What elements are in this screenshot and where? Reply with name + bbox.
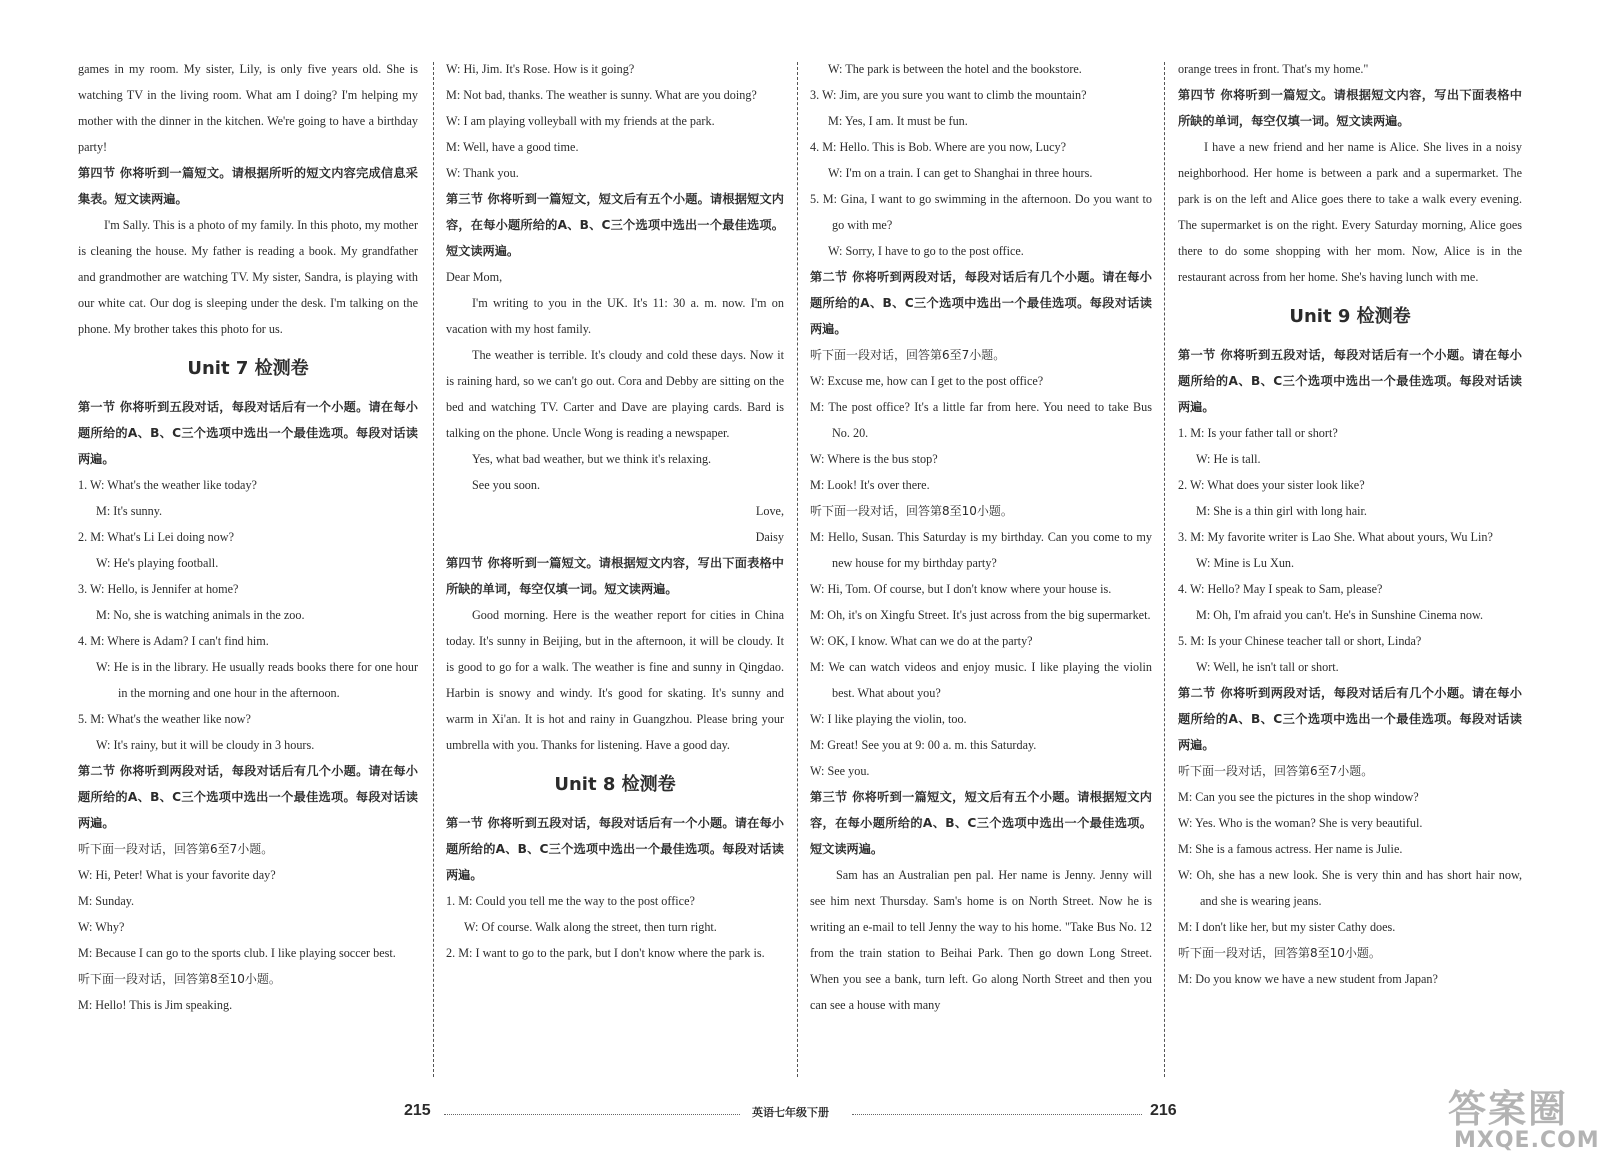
dialogue-line: 1. M: Is your father tall or short? [1178, 426, 1338, 440]
watermark-logo [1440, 1078, 1600, 1154]
dialogue-line: W: Hi, Jim. It's Rose. How is it going? [446, 62, 635, 76]
passage-paragraph: See you soon. [472, 478, 541, 492]
passage-paragraph: I'm writing to you in the UK. It's 11: 30 a. m. now. I'm on vacation with my host family. [446, 296, 784, 336]
section-instruction: 第一节 你将听到五段对话，每段对话后有一个小题。请在每小题所给的A、B、C三个选项中选出一个最佳选项。每段对话读两遍。 [1178, 348, 1522, 414]
dialogue-line: W: I am playing volleyball with my friends at the park. [446, 114, 715, 128]
dialogue-line: M: Oh, it's on Xingfu Street. It's just across from the big supermarket. [810, 608, 1151, 622]
dialogue-line: W: Excuse me, how can I get to the post office? [810, 374, 1044, 388]
dialogue-line: M: Great! See you at 9: 00 a. m. this Saturday. [810, 738, 1037, 752]
dialogue-line: M: Well, have a good time. [446, 140, 579, 154]
dialogue-reply: M: She is a thin girl with long hair. [1196, 504, 1367, 518]
footer-divider [852, 1114, 1142, 1115]
passage-paragraph: Good morning. Here is the weather report for cities in China today. It's sunny in Beijing, but in the afternoon, it will be cloudy. It is good to go for a walk. The weather is fine and sunny in Qingdao. Harbin is snowy and windy. It's good for skating. It's sunny and warm in Xi'an. It is hot and rainy in Guangzhou. Please bring your umbrella with you. Thanks for listening. Have a good day. [446, 608, 784, 752]
dialogue-line: W: Thank you. [446, 166, 519, 180]
dialogue-reply: M: It's sunny. [96, 504, 163, 518]
column-4 [1178, 56, 1522, 1076]
dialogue-line: 3. W: Hello, is Jennifer at home? [78, 582, 239, 596]
dialogue-reply: W: He's playing football. [96, 556, 219, 570]
column-divider [433, 62, 434, 1077]
dialogue-line: W: Why? [78, 920, 125, 934]
dialogue-reply: M: No, she is watching animals in the zoo. [96, 608, 305, 622]
section-instruction: 第四节 你将听到一篇短文。请根据短文内容，写出下面表格中所缺的单词，每空仅填一词。短文读两遍。 [446, 556, 784, 596]
dialogue-reply: W: Well, he isn't tall or short. [1196, 660, 1339, 674]
column-divider [1164, 62, 1165, 1077]
listening-instruction: 听下面一段对话，回答第8至10小题。 [1178, 946, 1381, 960]
dialogue-line: 1. M: Could you tell me the way to the post office? [446, 894, 695, 908]
passage-paragraph: I'm Sally. This is a photo of my family. In this photo, my mother is cleaning the house. My father is reading a book. My grandfather and grandmother are watching TV. My sister, Sandra, is playing with our white cat. Our dog is sleeping under the desk. I'm talking on the phone. My brother takes this photo for us. [78, 218, 418, 336]
paragraph: games in my room. My sister, Lily, is only five years old. She is watching TV in the living room. What am I doing? I'm helping my mother with the dinner in the kitchen. We're going to have a birthday party! [78, 62, 418, 154]
section-instruction: 第二节 你将听到两段对话，每段对话后有几个小题。请在每小题所给的A、B、C三个选项中选出一个最佳选项。每段对话读两遍。 [1178, 686, 1522, 752]
dialogue-reply: W: Sorry, I have to go to the post office. [828, 244, 1024, 258]
dialogue-line: 4. W: Hello? May I speak to Sam, please? [1178, 582, 1383, 596]
dialogue-line: W: Yes. Who is the woman? She is very beautiful. [1178, 816, 1423, 830]
dialogue-line: W: OK, I know. What can we do at the party? [810, 634, 1033, 648]
footer-divider [444, 1114, 740, 1115]
dialogue-reply: M: Oh, I'm afraid you can't. He's in Sunshine Cinema now. [1196, 608, 1484, 622]
dialogue-line: M: Because I can go to the sports club. I like playing soccer best. [78, 946, 396, 960]
section-instruction: 第三节 你将听到一篇短文，短文后有五个小题。请根据短文内容，在每小题所给的A、B、C三个选项中选出一个最佳选项。短文读两遍。 [810, 790, 1152, 856]
listening-instruction: 听下面一段对话，回答第8至10小题。 [810, 504, 1013, 518]
watermark-url: MXQE.COM [1454, 1128, 1600, 1153]
dialogue-line: 3. W: Jim, are you sure you want to climb the mountain? [810, 88, 1087, 102]
passage-paragraph: I have a new friend and her name is Alice. She lives in a noisy neighborhood. Her home is between a park and a supermarket. The park is on the left and Alice goes there to take a walk every evening. The supermarket is on the right. Every Saturday morning, Alice goes there to do some shopping with her mom. Now, Alice is in the restaurant across from her home. She's having lunch with me. [1178, 140, 1522, 284]
dialogue-line: M: Can you see the pictures in the shop window? [1178, 790, 1419, 804]
section-instruction: 第四节 你将听到一篇短文。请根据短文内容，写出下面表格中所缺的单词，每空仅填一词。短文读两遍。 [1178, 88, 1522, 128]
dialogue-line: W: Oh, she has a new look. She is very thin and has short hair now, and she is wearing jeans. [1178, 868, 1522, 908]
dialogue-line: W: Hi, Peter! What is your favorite day? [78, 868, 276, 882]
dialogue-line: 5. M: What's the weather like now? [78, 712, 251, 726]
footer-title: 英语七年级下册 [752, 1106, 829, 1119]
dialogue-reply: M: Yes, I am. It must be fun. [828, 114, 968, 128]
dialogue-line: M: Hello! This is Jim speaking. [78, 998, 233, 1012]
dialogue-reply: W: I'm on a train. I can get to Shanghai in three hours. [828, 166, 1093, 180]
column-3 [810, 56, 1152, 1076]
dialogue-line: M: Sunday. [78, 894, 135, 908]
dialogue-reply: W: The park is between the hotel and the bookstore. [828, 62, 1082, 76]
dialogue-reply: W: Mine is Lu Xun. [1196, 556, 1295, 570]
paragraph: orange trees in front. That's my home." [1178, 62, 1369, 76]
dialogue-line: 1. W: What's the weather like today? [78, 478, 257, 492]
dialogue-line: M: The post office? It's a little far from here. You need to take Bus No. 20. [810, 400, 1152, 440]
dialogue-line: M: She is a famous actress. Her name is Julie. [1178, 842, 1403, 856]
unit-title: Unit 8 检测卷 [554, 774, 676, 795]
dialogue-line: 5. M: Gina, I want to go swimming in the afternoon. Do you want to go with me? [810, 192, 1152, 232]
unit-title: Unit 9 检测卷 [1289, 306, 1411, 327]
dialogue-line: 5. M: Is your Chinese teacher tall or short, Linda? [1178, 634, 1422, 648]
page-number-right: 216 [1150, 1102, 1177, 1119]
section-instruction: 第四节 你将听到一篇短文。请根据所听的短文内容完成信息采集表。短文读两遍。 [78, 166, 418, 206]
letter-closing: Love, [755, 504, 784, 518]
dialogue-line: 3. M: My favorite writer is Lao She. What about yours, Wu Lin? [1178, 530, 1493, 544]
dialogue-reply: W: He is in the library. He usually reads books there for one hour in the morning and one hour in the afternoon. [96, 660, 418, 700]
section-instruction: 第二节 你将听到两段对话，每段对话后有几个小题。请在每小题所给的A、B、C三个选项中选出一个最佳选项。每段对话读两遍。 [78, 764, 418, 830]
section-instruction: 第一节 你将听到五段对话，每段对话后有一个小题。请在每小题所给的A、B、C三个选项中选出一个最佳选项。每段对话读两遍。 [78, 400, 418, 466]
dialogue-line: 2. M: What's Li Lei doing now? [78, 530, 234, 544]
dialogue-line: W: See you. [810, 764, 870, 778]
passage-paragraph: Sam has an Australian pen pal. Her name is Jenny. Jenny will see him next Thursday. Sam's home is on North Street. Now he is writing an e-mail to tell Jenny the way to his home. "Take Bus No. 12 from the train station to Beihai Park. Then go down Long Street. When you see a bank, turn left. Go along North Street and then you can see a house with many [810, 868, 1152, 1012]
page-number-left: 215 [404, 1102, 431, 1119]
dialogue-line: M: Not bad, thanks. The weather is sunny. What are you doing? [446, 88, 757, 102]
unit-title: Unit 7 检测卷 [187, 358, 309, 379]
paragraph: Dear Mom, [446, 270, 503, 284]
listening-instruction: 听下面一段对话，回答第8至10小题。 [78, 972, 281, 986]
listening-instruction: 听下面一段对话，回答第6至7小题。 [78, 842, 274, 856]
dialogue-line: 2. M: I want to go to the park, but I don't know where the park is. [446, 946, 765, 960]
dialogue-line: M: Hello, Susan. This Saturday is my birthday. Can you come to my new house for my birthday party? [810, 530, 1152, 570]
column-divider [797, 62, 798, 1077]
dialogue-line: M: I don't like her, but my sister Cathy does. [1178, 920, 1396, 934]
column-2 [446, 56, 784, 1076]
dialogue-line: W: I like playing the violin, too. [810, 712, 967, 726]
dialogue-reply: W: It's rainy, but it will be cloudy in 3 hours. [96, 738, 315, 752]
section-instruction: 第一节 你将听到五段对话，每段对话后有一个小题。请在每小题所给的A、B、C三个选项中选出一个最佳选项。每段对话读两遍。 [446, 816, 784, 882]
dialogue-line: 4. M: Where is Adam? I can't find him. [78, 634, 269, 648]
dialogue-reply: W: Of course. Walk along the street, then turn right. [464, 920, 717, 934]
section-instruction: 第二节 你将听到两段对话，每段对话后有几个小题。请在每小题所给的A、B、C三个选项中选出一个最佳选项。每段对话读两遍。 [810, 270, 1152, 336]
page-footer [0, 1100, 1600, 1130]
dialogue-line: M: Look! It's over there. [810, 478, 930, 492]
dialogue-line: W: Where is the bus stop? [810, 452, 938, 466]
dialogue-line: W: Hi, Tom. Of course, but I don't know where your house is. [810, 582, 1112, 596]
letter-closing: Daisy [755, 530, 784, 544]
listening-instruction: 听下面一段对话，回答第6至7小题。 [1178, 764, 1374, 778]
passage-paragraph: Yes, what bad weather, but we think it's relaxing. [472, 452, 712, 466]
dialogue-reply: W: He is tall. [1196, 452, 1261, 466]
dialogue-line: 2. W: What does your sister look like? [1178, 478, 1365, 492]
passage-paragraph: The weather is terrible. It's cloudy and cold these days. Now it is raining hard, so we can't go out. Cora and Debby are sitting on the bed and watching TV. Carter and Dave are playing cards. Bard is talking on the phone. Uncle Wong is reading a newspaper. [446, 348, 784, 440]
listening-instruction: 听下面一段对话，回答第6至7小题。 [810, 348, 1006, 362]
section-instruction: 第三节 你将听到一篇短文，短文后有五个小题。请根据短文内容，在每小题所给的A、B、C三个选项中选出一个最佳选项。短文读两遍。 [446, 192, 784, 258]
watermark-logo-text: 答案圈 [1448, 1087, 1569, 1131]
dialogue-line: M: Do you know we have a new student from Japan? [1178, 972, 1438, 986]
dialogue-line: M: We can watch videos and enjoy music. I like playing the violin best. What about you? [810, 660, 1152, 700]
dialogue-line: 4. M: Hello. This is Bob. Where are you now, Lucy? [810, 140, 1067, 154]
column-1 [78, 56, 418, 1076]
